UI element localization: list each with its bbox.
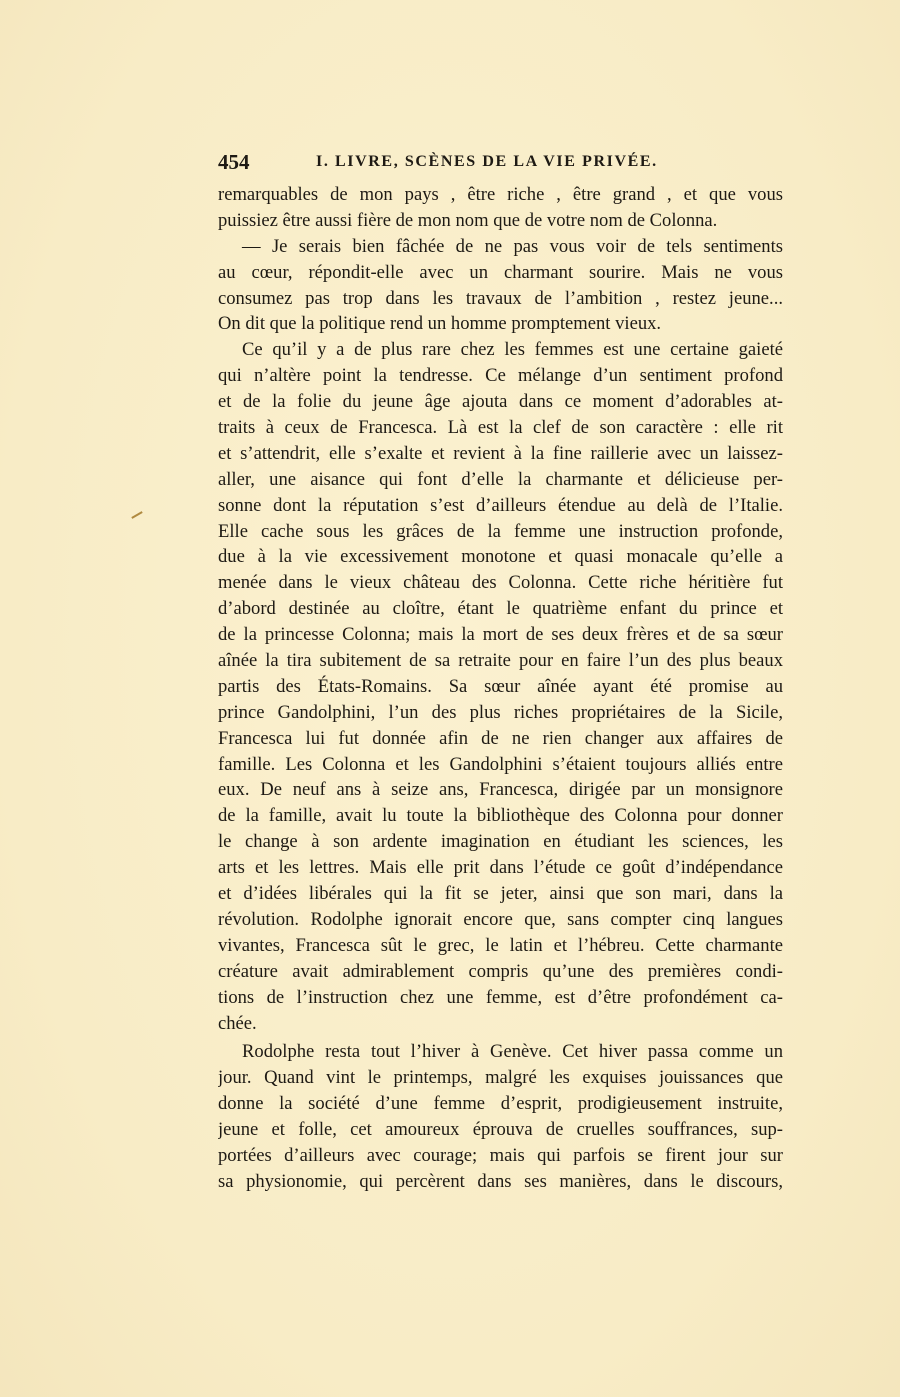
text-line: famille. Les Colonna et les Gandolphini s’étaient toujours alliés entre — [218, 753, 783, 775]
text-line: donne la société d’une femme d’esprit, prodigieusement instruite, — [218, 1093, 783, 1115]
text-line: prince Gandolphini, l’un des plus riches propriétaires de la Sicile, — [218, 701, 783, 723]
text-line: traits à ceux de Francesca. Là est la clef de son caractère : elle rit — [218, 417, 783, 439]
text-line: aller, une aisance qui font d’elle la charmante et délicieuse per- — [218, 468, 783, 490]
text-line: sa physionomie, qui percèrent dans ses manières, dans le discours, — [218, 1170, 783, 1192]
text-line: le change à son ardente imagination en étudiant les sciences, les — [218, 831, 783, 853]
text-line: Francesca lui fut donnée afin de ne rien changer aux affaires de — [218, 727, 783, 749]
text-line: révolution. Rodolphe ignorait encore que, sans compter cinq langues — [218, 908, 783, 930]
text-line: — Je serais bien fâchée de ne pas vous voir de tels sentiments — [242, 235, 783, 257]
text-line: qui n’altère point la tendresse. Ce mélange d’un sentiment profond — [218, 365, 783, 387]
text-line: consumez pas trop dans les travaux de l’ambition , restez jeune... — [218, 287, 783, 309]
text-line: arts et les lettres. Mais elle prit dans l’étude ce goût d’indépendance — [218, 857, 783, 879]
text-line: eux. De neuf ans à seize ans, Francesca, dirigée par un monsignore — [218, 779, 783, 801]
text-line: et s’attendrit, elle s’exalte et revient à la fine raillerie avec un laissez- — [218, 442, 783, 464]
text-line: au cœur, répondit-elle avec un charmant sourire. Mais ne vous — [218, 261, 783, 283]
text-line: tions de l’instruction chez une femme, est d’être profondément ca- — [218, 986, 783, 1008]
text-line: de la famille, avait lu toute la bibliothèque des Colonna pour donner — [218, 805, 783, 827]
running-header — [218, 150, 783, 178]
text-line: chée. — [218, 1012, 257, 1034]
text-line: vivantes, Francesca sût le grec, le latin et l’hébreu. Cette charmante — [218, 934, 783, 956]
text-line: remarquables de mon pays , être riche , être grand , et que vous — [218, 184, 783, 205]
text-line: et d’idées libérales qui la fit se jeter, ainsi que son mari, dans la — [218, 883, 783, 905]
text-line: d’abord destinée au cloître, étant le quatrième enfant du prince et — [218, 598, 783, 620]
text-line: puissiez être aussi fière de mon nom que de votre nom de Colonna. — [218, 209, 718, 231]
text-line: On dit que la politique rend un homme promptement vieux. — [218, 313, 662, 335]
text-line: jour. Quand vint le printemps, malgré les exquises jouissances que — [218, 1067, 783, 1089]
text-line: sonne dont la réputation s’est d’ailleurs étendue au delà de l’Italie. — [218, 494, 783, 516]
text-line: aînée la tira subitement de sa retraite pour en faire l’un des plus beaux — [218, 650, 783, 672]
text-line: de la princesse Colonna; mais la mort de ses deux frères et de sa sœur — [218, 624, 783, 646]
text-line: et de la folie du jeune âge ajouta dans ce moment d’adorables at- — [218, 391, 783, 413]
text-line: créature avait admirablement compris qu’une des premières condi- — [218, 960, 783, 982]
page-number: 454 — [218, 150, 250, 174]
text-line: Ce qu’il y a de plus rare chez les femmes est une certaine gaieté — [242, 339, 783, 361]
running-title: I. LIVRE, SCÈNES DE LA VIE PRIVÉE. — [316, 153, 658, 170]
text-line: partis des États-Romains. Sa sœur aînée ayant été promise au — [218, 675, 783, 697]
text-line: menée dans le vieux château des Colonna. Cette riche héritière fut — [218, 572, 783, 594]
text-line: portées d’ailleurs avec courage; mais qui parfois se firent jour sur — [218, 1144, 783, 1166]
margin-pencil-mark — [131, 511, 142, 519]
text-line: Elle cache sous les grâces de la femme une instruction profonde, — [218, 520, 783, 542]
body-text — [218, 182, 783, 1195]
text-line: jeune et folle, cet amoureux éprouva de cruelles souffrances, sup- — [218, 1119, 783, 1141]
text-line: due à la vie excessivement monotone et quasi monacale qu’elle a — [218, 546, 783, 568]
text-line: Rodolphe resta tout l’hiver à Genève. Cet hiver passa comme un — [242, 1041, 783, 1063]
